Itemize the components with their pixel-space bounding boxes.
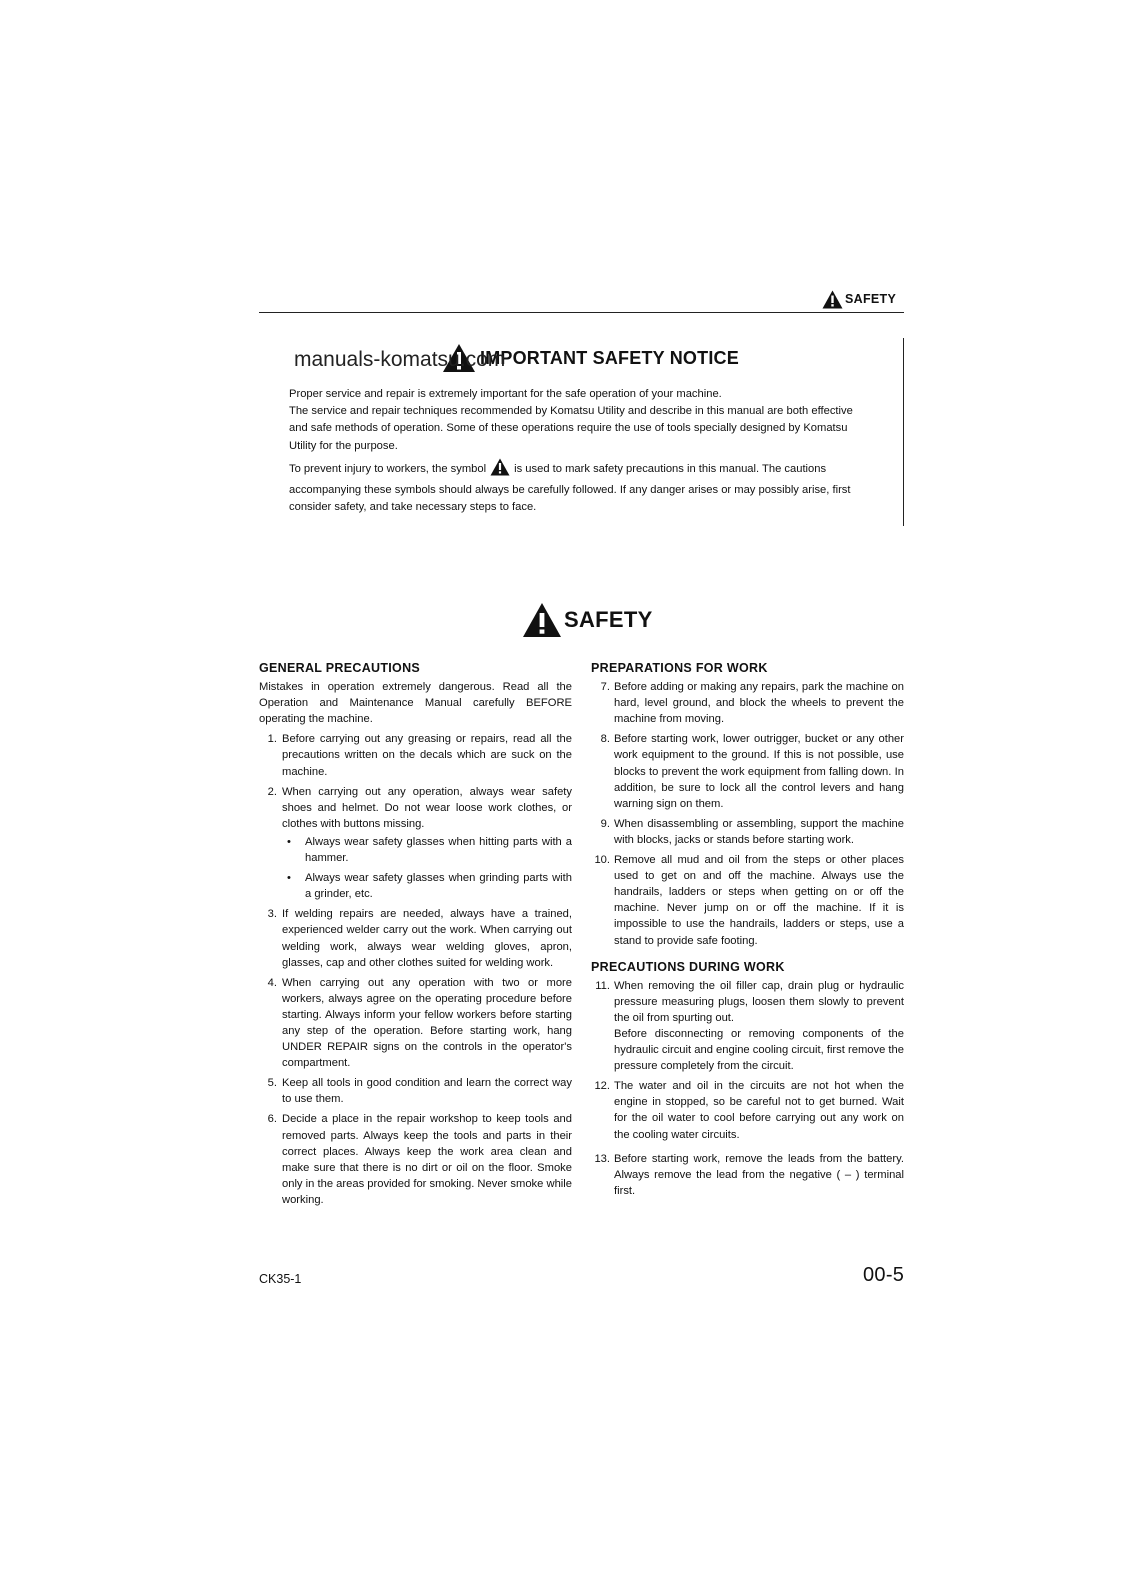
item-number: 6.: [267, 1113, 277, 1126]
work-precautions-column: [591, 660, 904, 1203]
item-text: If welding repairs are needed, always have a trained, experienced welder carry out the work. When carrying out welding work, always wear welding gloves, apron, glasses, cap and other clothes suited for welding work.: [282, 908, 572, 969]
footer-page-number: 00-5: [863, 1264, 905, 1286]
notice-text-before-symbol: To prevent injury to workers, the symbol: [289, 462, 487, 475]
header-section-label: [822, 290, 902, 310]
general-precautions-column: [259, 660, 572, 1212]
notice-paragraph-symbol: [289, 458, 874, 517]
list-item: [591, 679, 904, 727]
item-text: When removing the oil filler cap, drain plug or hydraulic pressure measuring plugs, loosen them slowly to prevent the oil from spurting out.: [614, 979, 904, 1024]
footer-model: CK35-1: [259, 1272, 302, 1286]
item-number: 11.: [595, 979, 610, 992]
section-heading: PRECAUTIONS DURING WORK: [591, 959, 785, 974]
bullet-text: Always wear safety glasses when grinding parts with a grinder, etc.: [305, 872, 572, 901]
item-text: When carrying out any operation, always wear safety shoes and helmet. Do not wear loose work clothes, or clothes with buttons missing.: [282, 785, 572, 830]
item-number: 13.: [594, 1152, 610, 1165]
list-item: [259, 784, 572, 903]
safety-heading-text: SAFETY: [564, 607, 653, 632]
notice-paragraph: Proper service and repair is extremely important for the safe operation of your machine.: [289, 388, 722, 400]
list-item: [591, 731, 904, 811]
safety-heading: [522, 602, 653, 638]
item-number: 10.: [594, 854, 610, 867]
list-item: [259, 906, 572, 970]
notice-body: [289, 386, 874, 516]
item-number: 7.: [600, 681, 610, 694]
list-item: [259, 1075, 572, 1107]
list-item: [259, 975, 572, 1072]
notice-paragraph: The service and repair techniques recommended by Komatsu Utility and describe in this manual are both effective and safe methods of operation. Some of these operations require the use of tools specially designed by Komatsu Utility for the purpose.: [289, 405, 853, 452]
item-number: 12.: [594, 1080, 610, 1093]
item-text: When carrying out any operation with two or more workers, always agree on the operating procedure before starting. Always inform your fellow workers before starting any step of the operation. Before starting work, hang UNDER REPAIR signs on the controls in the operator's compartment.: [282, 976, 572, 1070]
item-number: 5.: [267, 1077, 277, 1090]
notice-side-rule: [903, 338, 904, 526]
item-number: 2.: [267, 785, 277, 798]
item-number: 1.: [267, 733, 277, 746]
warning-triangle-icon: [522, 602, 562, 638]
list-item: [591, 816, 904, 848]
list-item: [259, 731, 572, 779]
item-text: Before carrying out any greasing or repairs, read all the precautions written on the decals which are suck on the machine.: [282, 733, 572, 778]
item-text: Before starting work, lower outrigger, bucket or any other work equipment to the ground. If this is not possible, use blocks to prevent the work equipment from falling down. In addition, be sure to lock all the control levers and hang warning sign on them.: [614, 733, 904, 810]
bullet-item: [282, 834, 572, 866]
bullet-dot: •: [287, 872, 291, 885]
item-text: Before adding or making any repairs, park the machine on hard, level ground, and block the wheels to prevent the machine from moving.: [614, 681, 904, 726]
header-section-text: SAFETY: [845, 292, 897, 306]
section-intro: Mistakes in operation extremely dangerous. Read all the Operation and Maintenance Manual carefully BEFORE operating the machine.: [259, 681, 572, 726]
bullet-dot: •: [287, 835, 291, 848]
item-text: Before starting work, remove the leads from the battery. Always remove the lead from the negative ( – ) terminal first.: [614, 1152, 904, 1197]
watermark: manuals-komatsu.com: [294, 348, 506, 371]
section-heading: GENERAL PRECAUTIONS: [259, 661, 421, 675]
item-text: Decide a place in the repair workshop to keep tools and removed parts. Always keep the tools and parts in their correct places. Always keep the work area clean and make sure that there is no dirt or oil on the floor. Smoke only in the areas provided for smoking. Never smoke while working.: [282, 1113, 572, 1206]
item-text-continued: Before disconnecting or removing components of the hydraulic circuit and engine cooling circuit, first remove the pressure completely from the circuit.: [614, 1027, 904, 1073]
section-heading: PREPARATIONS FOR WORK: [591, 661, 768, 675]
notice-text-after-symbol: is used to mark safety precautions in this manual. The cautions accompanying these symbols should always be carefully followed. If any danger arises or may possibly arise, first consider safety, and take necessary steps to face.: [289, 462, 851, 514]
notice-title-text: IMPORTANT SAFETY NOTICE: [480, 347, 739, 368]
item-number: 8.: [600, 733, 610, 746]
item-text: Remove all mud and oil from the steps or other places used to get on and off the machine. Always use the handrails, ladders or steps when getting on or off the machine. Never jump on or off the machine. If it is impossible to use the handrails, ladders or steps, use a stand to provide safe footing.: [614, 854, 904, 947]
warning-triangle-icon: [490, 458, 510, 482]
bullet-text: Always wear safety glasses when hitting parts with a hammer.: [305, 835, 572, 865]
list-item: [591, 852, 904, 949]
warning-triangle-icon: [822, 290, 843, 309]
list-item: [591, 978, 904, 1075]
list-item: [591, 1078, 904, 1142]
item-text: The water and oil in the circuits are not hot when the engine in stopped, so be careful not to get burned. Wait for the oil water to cool before carrying out any work on the cooling water circuits.: [614, 1080, 904, 1141]
item-number: 4.: [267, 976, 277, 989]
item-number: 9.: [600, 817, 610, 830]
bullet-item: [282, 870, 572, 902]
item-number: 3.: [267, 908, 277, 921]
item-text: Keep all tools in good condition and learn the correct way to use them.: [282, 1077, 572, 1106]
item-text: When disassembling or assembling, support the machine with blocks, jacks or stands before starting work.: [614, 817, 904, 846]
header-divider: [259, 312, 904, 313]
list-item: [591, 1151, 904, 1199]
list-item: [259, 1111, 572, 1208]
